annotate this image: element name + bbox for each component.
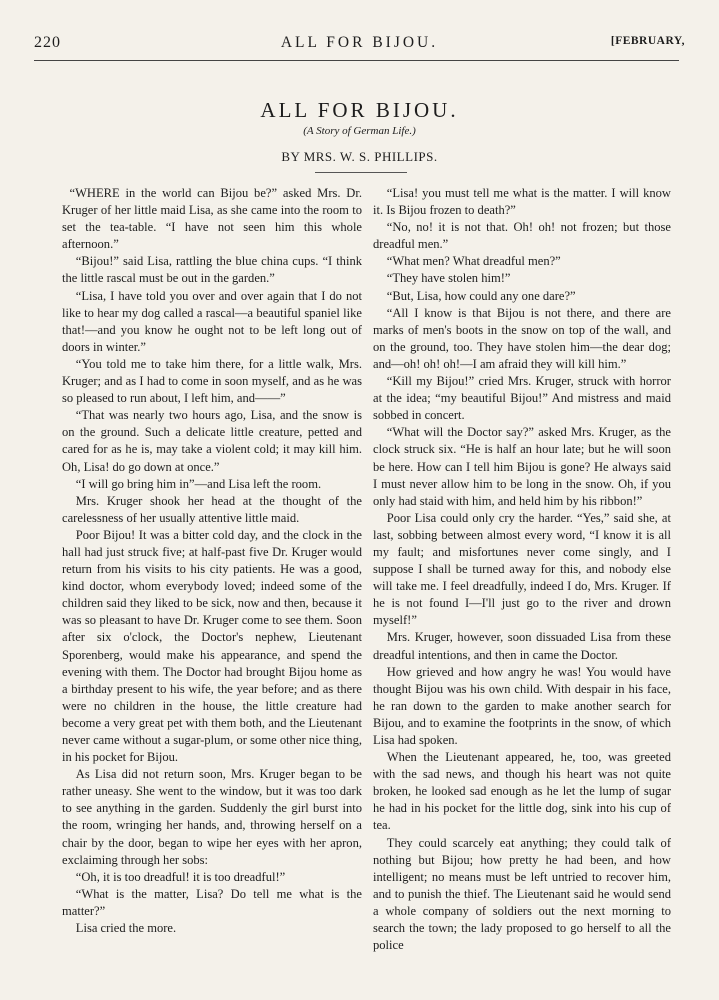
paragraph: Mrs. Kruger, however, soon dissuaded Lisa from these dreadful intentions, and then in came the Doctor.: [373, 630, 671, 662]
paragraph: “That was nearly two hours ago, Lisa, and the snow is on the ground. Such a delicate little creature, petted and cared for as he is, may take a violent cold; it may kill him. Oh, Lisa! do go down at once.”: [62, 408, 362, 474]
paragraph: How grieved and how angry he was! You would have thought Bijou was his own child. With despair in his face, he ran down to the garden to make another search for Bijou, and to examine the footprints in the snow, of which Lisa had spoken.: [373, 664, 671, 747]
paragraph: “They have stolen him!”: [386, 271, 511, 286]
paragraph: Poor Bijou! It was a bitter cold day, and the clock in the hall had just struck five; at half-past five Dr. Kruger would return from his visits to his city patients. He was a good, kind doctor, whom everybody loved; indeed some of the children said they liked to be sick, now and then, because it was so pleasant to have Dr. Kruger come to see them. Soon after six o'clock, the Doctor's nephew, Lieutenant Sporenberg, would make his appearance, and spend the evening with them. The Doctor had brought Bijou home as a birthday present to his wife, the year before; and as there were no children in the house, the little creature had become a very great pet with them both, and the Lieutenant never came without a sugar-plum, or some other nice thing, in his pocket for Bijou.: [62, 527, 362, 765]
paragraph: Lisa cried the more.: [75, 921, 177, 936]
page-number: 220: [34, 34, 61, 51]
paragraph: “No, no! it is not that. Oh! oh! not frozen; but those dreadful men.”: [373, 220, 671, 252]
paragraph: “What is the matter, Lisa? Do tell me what is the matter?”: [62, 886, 362, 918]
paragraph: “But, Lisa, how could any one dare?”: [386, 288, 576, 303]
paragraph: “WHERE in the world can Bijou be?” asked Mrs. Dr. Kruger of her little maid Lisa, as she came into the room to set the tea-table. “I have not seen him this whole afternoon.”: [62, 186, 362, 252]
paragraph: When the Lieutenant appeared, he, too, was greeted with the sad news, and though his heart was not quite broken, he looked sad enough as he let the lump of sugar he had in his pocket for the little dog, sink into his cup of tea.: [373, 750, 671, 833]
paragraph: They could scarcely eat anything; they could talk of nothing but Bijou; how pretty he had been, and how intelligent; no means must be left untried to recover him, and to punish the thief. The Lieutenant said he would send a whole company of soldiers out the next morning to search the town; the lady proposed to go herself to all the police: [373, 835, 671, 953]
header-rule: [34, 60, 679, 61]
running-month: [FEBRUARY,: [610, 35, 685, 47]
paragraph: “I will go bring him in”—and Lisa left the room.: [75, 476, 322, 491]
paragraph: “You told me to take him there, for a little walk, Mrs. Kruger; and as I had to come in soon myself, and as he was so pleased to run about, I left him, and——”: [62, 356, 362, 406]
right-column: [373, 185, 671, 975]
article-subtitle: (A Story of German Life.): [303, 125, 416, 137]
article-byline: BY MRS. W. S. PHILLIPS.: [281, 149, 438, 164]
left-column: [62, 185, 362, 975]
paragraph: “Lisa! you must tell me what is the matter. I will know it. Is Bijou frozen to death?”: [373, 186, 671, 218]
running-title: ALL FOR BIJOU.: [280, 34, 439, 51]
paragraph: “Bijou!” said Lisa, rattling the blue china cups. “I think the little rascal must be out in the garden.”: [62, 254, 362, 286]
paragraph: Mrs. Kruger shook her head at the thought of the carelessness of her usually attentive little maid.: [62, 493, 362, 525]
paragraph: “Lisa, I have told you over and over again that I do not like to hear my dog called a rascal—a beautiful spaniel like that!—and you know he ought not to be left long out of doors in winter.”: [62, 288, 362, 354]
paragraph: “Kill my Bijou!” cried Mrs. Kruger, struck with horror at the idea; “my beautiful Bijou!” And mistress and maid sobbed in concert.: [373, 374, 671, 423]
article-title: ALL FOR BIJOU.: [260, 98, 459, 122]
paragraph: Poor Lisa could only cry the harder. “Yes,” said she, at last, sobbing between almost every word, “I know it is all my fault; and misfortunes never come singly, and I suppose I shall be turned away for this, and nobody else will take me. I feel dreadfully, indeed I do, Mrs. Kruger. If he is not found I—I'll just go to the river and drown myself!”: [373, 510, 671, 628]
paragraph: “All I know is that Bijou is not there, and there are marks of men's boots in the snow on top of the wall, and on the ground, too. They have stolen him—the dear dog; and—oh! oh! oh!—I am afraid they will kill him.”: [373, 305, 671, 371]
paragraph: “What will the Doctor say?” asked Mrs. Kruger, as the clock struck six. “He is half an hour late; but he will soon be here. How can I tell him Bijou is gone? He always said I must never allow him to be long in the snow. Oh, if you only had staid with him, and held him by his ribbon!”: [373, 425, 671, 508]
running-head: [34, 34, 685, 54]
paragraph: As Lisa did not return soon, Mrs. Kruger began to be rather uneasy. She went to the window, but it was too dark to see anything in the garden. Suddenly the girl burst into the room, wringing her hands, and, throwing herself on a chair by the door, began to wipe her eyes with her apron, exclaiming through her sobs:: [62, 767, 362, 867]
title-rule: [315, 172, 407, 173]
paragraph: “Oh, it is too dreadful! it is too dreadful!”: [75, 869, 286, 884]
paragraph: “What men? What dreadful men?”: [386, 254, 561, 269]
